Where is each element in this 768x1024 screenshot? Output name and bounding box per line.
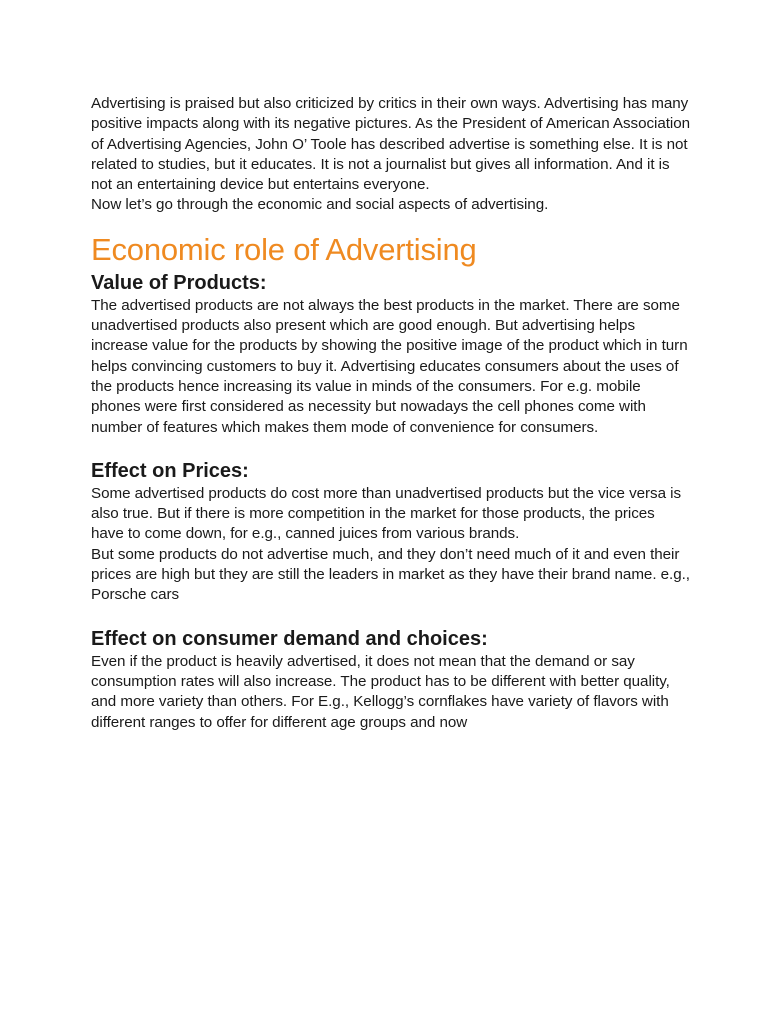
- intro-paragraph: Advertising is praised but also criticized by critics in their own ways. Advertising has many positive impacts along with its negative pictures. As the President of American Association of Advertising Agencies, John O’ Toole has described advertise is something else. It is not related to studies, but it educates. It is not a journalist but gives all information. And it is not an entertaining device but entertains everyone.: [91, 95, 691, 194]
- section-title: Economic role of Advertising: [91, 231, 477, 267]
- effect-on-prices-heading: Effect on Prices:: [91, 459, 249, 482]
- value-of-products-heading: Value of Products:: [91, 271, 267, 294]
- effect-on-demand-heading: Effect on consumer demand and choices:: [91, 627, 488, 650]
- intro-transition-paragraph: Now let’s go through the economic and social aspects of advertising.: [91, 196, 549, 214]
- effect-on-demand-paragraph: Even if the product is heavily advertised, it does not mean that the demand or say consumption rates will also increase. The product has to be different with better quality, and more variety than others. For E.g., Kellogg’s cornflakes have variety of flavors with different ranges to offer for different age groups and now: [91, 652, 670, 731]
- effect-on-prices-paragraph-2: But some products do not advertise much, and they don’t need much of it and even their prices are high but they are still the leaders in market as they have their brand name. e.g., Porsche cars: [91, 545, 690, 604]
- effect-on-prices-paragraph-1: Some advertised products do cost more than unadvertised products but the vice versa is also true. But if there is more competition in the market for those products, the prices have to come down, for e.g., canned juices from various brands.: [91, 484, 682, 543]
- document-page: [91, 94, 691, 733]
- value-of-products-paragraph: The advertised products are not always the best products in the market. There are some unadvertised products also present which are good enough. But advertising helps increase value for the products by showing the positive image of the product which in turn helps convincing customers to buy it. Advertising educates consumers about the uses of the products hence increasing its value in minds of the consumers. For e.g. mobile phones were first considered as necessity but nowadays the cell phones come with number of features which makes them mode of convenience for consumers.: [91, 296, 688, 436]
